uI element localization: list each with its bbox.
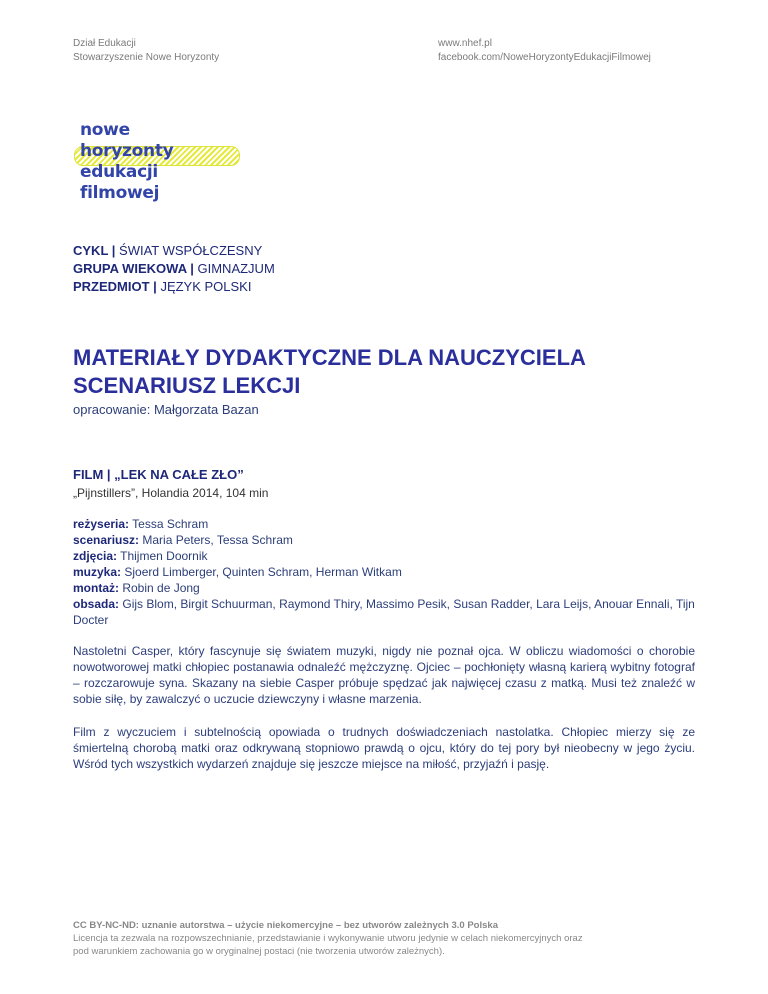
synopsis-paragraph-2: Film z wyczuciem i subtelnością opowiada o trudnych doświadczeniach nastolatka. Chłopiec mierzy się ze śmiertelną chorobą matki oraz odkrywaną stopniowo prawdą o ojcu, który do tej pory był nieobecny w jego życiu. Wśród tych wszystkich wydarzeń znajduje się jeszcze miejsce na miłość, przyjaźń i pasję. (73, 725, 695, 771)
logo-word-filmowej: filmowej (80, 183, 160, 203)
credit-cinematography-key: zdjęcia: (73, 549, 118, 563)
meta-cycle-value: ŚWIAT WSPÓŁCZESNY (119, 243, 263, 258)
title-line-2: SCENARIUSZ LEKCJI (73, 373, 301, 398)
credit-editing-value: Robin de Jong (122, 581, 200, 595)
credit-director-value: Tessa Schram (132, 517, 209, 531)
license-text-line-2: pod warunkiem zachowania go w oryginalnej postaci (nie tworzenia utworów zależnych). (73, 946, 445, 957)
credit-editing (73, 580, 695, 596)
credit-cast (73, 596, 695, 628)
header-right (438, 37, 651, 65)
header-left (73, 37, 219, 65)
credit-screenplay (73, 532, 695, 548)
meta-age-group-value: GIMNAZJUM (197, 261, 275, 276)
title-line-1: MATERIAŁY DYDAKTYCZNE DLA NAUCZYCIELA (73, 345, 586, 370)
page-title (73, 344, 586, 400)
logo-word-nowe: nowe (80, 120, 130, 140)
header-website[interactable]: www.nhef.pl (438, 38, 492, 49)
credit-screenplay-key: scenariusz: (73, 533, 140, 547)
logo-word-horyzonty: horyzonty (80, 141, 174, 161)
meta-cycle-key: CYKL | (73, 243, 116, 258)
meta-subject-key: PRZEDMIOT | (73, 279, 157, 294)
license-text-line-1: Licencja ta zezwala na rozpowszechnianie, przedstawianie i wykonywanie utworu jedynie w celach niekomercyjnych oraz (73, 933, 583, 944)
license-footer (73, 919, 695, 958)
header-organization: Stowarzyszenie Nowe Horyzonty (73, 52, 220, 63)
credit-editing-key: montaż: (73, 581, 119, 595)
credit-cinematography (73, 548, 695, 564)
film-heading: FILM | „LEK NA CAŁE ZŁO” (73, 467, 244, 482)
credit-cast-key: obsada: (73, 597, 120, 611)
lesson-meta (73, 242, 275, 296)
author-line: opracowanie: Małgorzata Bazan (73, 402, 259, 417)
credit-music-value: Sjoerd Limberger, Quinten Schram, Herman Witkam (124, 565, 402, 579)
credit-music (73, 564, 695, 580)
credit-screenplay-value: Maria Peters, Tessa Schram (142, 533, 293, 547)
film-credits (73, 516, 695, 628)
credit-director (73, 516, 695, 532)
header-facebook[interactable]: facebook.com/NoweHoryzontyEdukacjiFilmowej (438, 52, 651, 63)
film-subtitle: „Pijnstillers”, Holandia 2014, 104 min (73, 486, 269, 500)
credit-cinematography-value: Thijmen Doornik (120, 549, 208, 563)
meta-subject (73, 278, 275, 296)
header-department: Dział Edukacji (73, 38, 136, 49)
film-info (73, 466, 268, 502)
credit-music-key: muzyka: (73, 565, 122, 579)
synopsis-paragraph-1: Nastoletni Casper, który fascynuje się światem muzyki, nigdy nie poznał ojca. W obliczu wiadomości o chorobie nowotworowej matki chłopiec postanawia odnaleźć mężczyznę. Ojciec – pochłonięty własną karierą wybitny fotograf – rozczarowuje syna. Skazany na siebie Casper próbuje spędzać jak najwięcej czasu z matką. Musi też znaleźć w sobie siłę, by zawalczyć o uczucie dziewczyny i własne marzenia. (73, 644, 695, 706)
logo (72, 120, 242, 204)
credit-cast-value: Gijs Blom, Birgit Schuurman, Raymond Thiry, Massimo Pesik, Susan Radder, Lara Leijs, Anouar Ennali, Tijn Docter (73, 597, 695, 627)
meta-subject-value: JĘZYK POLSKI (160, 279, 252, 294)
meta-cycle (73, 242, 275, 260)
credit-director-key: reżyseria: (73, 517, 130, 531)
meta-age-group-key: GRUPA WIEKOWA | (73, 261, 194, 276)
license-title: CC BY-NC-ND: uznanie autorstwa – użycie niekomercyjne – bez utworów zależnych 3.0 Polska (73, 920, 498, 931)
logo-word-edukacji: edukacji (80, 162, 158, 182)
meta-age-group (73, 260, 275, 278)
